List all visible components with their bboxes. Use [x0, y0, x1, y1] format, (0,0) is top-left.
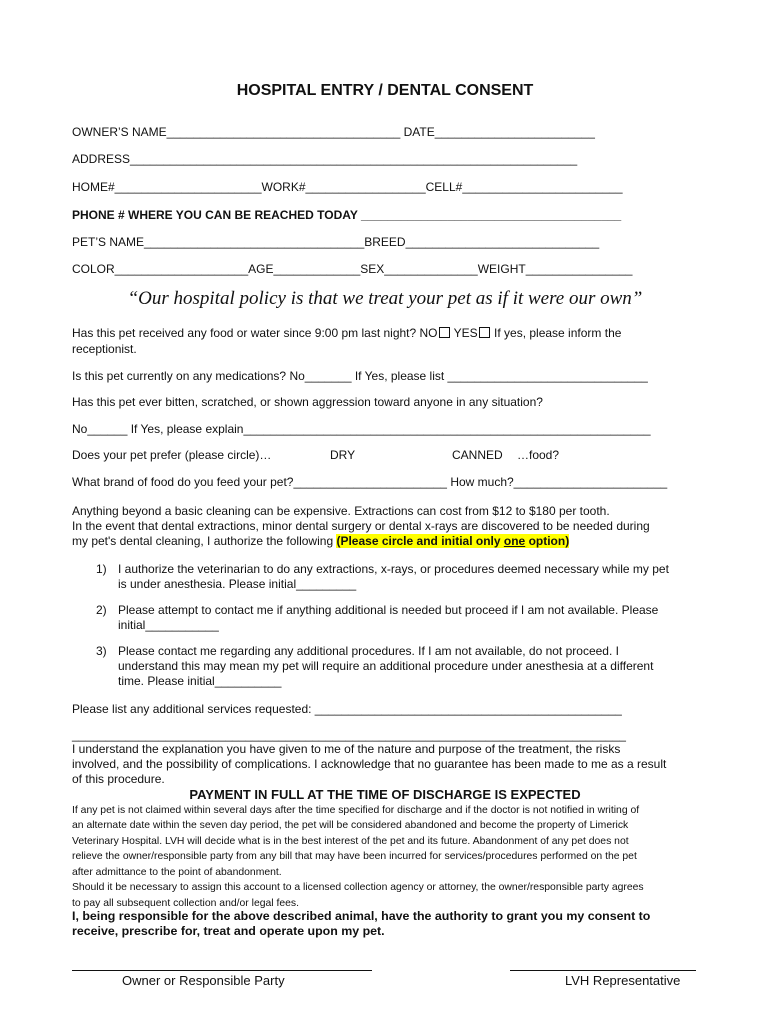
owner-signature-line[interactable]	[72, 970, 372, 971]
color-age-sex-weight-line[interactable]: COLOR____________________AGE_____________SEX______________WEIGHT________________	[72, 262, 633, 276]
aggression-explain-line[interactable]: No______ If Yes, please explain_____________________________________________________________	[72, 422, 651, 436]
food-question-line2: receptionist.	[72, 342, 137, 356]
fine-print-7: to pay all subsequent collection and/or legal fees.	[72, 898, 300, 909]
option-1-line2[interactable]: is under anesthesia. Please initial_________	[118, 577, 357, 591]
option-1-line1: I authorize the veterinarian to do any extractions, x-rays, or procedures deemed necessary while my pet	[118, 562, 669, 576]
dry-option[interactable]: DRY	[330, 448, 356, 462]
food-preference-label: Does your pet prefer (please circle)…	[72, 448, 272, 462]
cost-text-line3-main: my pet's dental cleaning, I authorize the following	[72, 534, 334, 548]
no-checkbox[interactable]	[439, 327, 450, 338]
medications-line[interactable]: Is this pet currently on any medications? No_______ If Yes, please list ______________________________	[72, 369, 648, 383]
form-title: HOSPITAL ENTRY / DENTAL CONSENT	[236, 82, 534, 99]
rep-signature-label: LVH Representative	[565, 973, 681, 988]
option-3-line1: Please contact me regarding any additional procedures. If I am not available, do not proceed. I	[118, 644, 619, 658]
payment-heading: PAYMENT IN FULL AT THE TIME OF DISCHARGE IS EXPECTED	[189, 787, 581, 802]
additional-services-line[interactable]: Please list any additional services requested: ______________________________________________	[72, 702, 622, 716]
option-2-line1: Please attempt to contact me if anything additional is needed but proceed if I am not available. Please	[118, 603, 659, 617]
consent-line1: I, being responsible for the above described animal, have the authority to grant you my consent to	[72, 909, 651, 923]
food-question-after: If yes, please inform the	[494, 326, 622, 340]
option-2-line2[interactable]: initial___________	[118, 618, 219, 632]
consent-line2: receive, prescribe for, treat and operate upon my pet.	[72, 924, 385, 938]
food-question	[72, 326, 621, 340]
circle-initial-instruction: (Please circle and initial only one option)	[336, 534, 570, 548]
option-3-line3[interactable]: time. Please initial__________	[118, 674, 282, 688]
policy-quote: “Our hospital policy is that we treat your pet as if it were our own”	[127, 288, 643, 309]
pet-name-breed-line[interactable]: PET’S NAME_________________________________BREED_____________________________	[72, 235, 600, 249]
yes-label: YES	[453, 326, 478, 340]
yes-checkbox[interactable]	[479, 327, 490, 338]
fine-print-3: Veterinary Hospital. LVH will decide what is in the best interest of the pet and its future. Abandonment of any pet does not	[72, 836, 629, 847]
food-question-text: Has this pet received any food or water since 9:00 pm last night? NO	[72, 326, 438, 340]
option-2-number[interactable]: 2)	[96, 603, 107, 617]
option-3-line2: understand this may mean my pet will require an additional procedure under anesthesia at a different	[118, 659, 654, 673]
address-line[interactable]: ADDRESS___________________________________________________________________	[72, 152, 578, 166]
understanding-line2: involved, and the possibility of complications. I acknowledge that no guarantee has been made to me as a result	[72, 757, 667, 771]
cost-text-line1: Anything beyond a basic cleaning can be expensive. Extractions can cost from $12 to $180 per tooth.	[72, 504, 610, 518]
fine-print-4: relieve the owner/responsible party from any bill that may have been incurred for services/procedures performed on the pet	[72, 851, 637, 862]
option-1-number[interactable]: 1)	[96, 562, 107, 576]
understanding-line1: I understand the explanation you have given to me of the nature and purpose of the treatment, the risks	[72, 742, 621, 756]
cost-text-line3	[72, 534, 569, 548]
fine-print-5: after admittance to the point of abandonment.	[72, 867, 282, 878]
fine-print-6: Should it be necessary to assign this account to a licensed collection agency or attorney, the owner/responsible party agrees	[72, 882, 644, 893]
owner-name-date-line[interactable]: OWNER’S NAME___________________________________ DATE________________________	[72, 125, 595, 139]
additional-services-line2[interactable]: ___________________________________________________________________________________	[72, 728, 626, 742]
rep-signature-line[interactable]	[510, 970, 696, 971]
understanding-line3: of this procedure.	[72, 772, 165, 786]
aggression-question: Has this pet ever bitten, scratched, or shown aggression toward anyone in any situation?	[72, 395, 543, 409]
cost-text-line2: In the event that dental extractions, minor dental surgery or dental x-rays are discovered to be needed during	[72, 519, 650, 533]
owner-signature-label: Owner or Responsible Party	[122, 973, 285, 988]
canned-option[interactable]: CANNED	[452, 448, 503, 462]
option-3-number[interactable]: 3)	[96, 644, 107, 658]
food-suffix: …food?	[517, 448, 560, 462]
fine-print-1: If any pet is not claimed within several days after the time specified for discharge and if the doctor is not notified in writing of	[72, 805, 640, 816]
food-brand-line[interactable]: What brand of food do you feed your pet?_______________________ How much?_______________________	[72, 475, 668, 489]
reach-phone-line[interactable]: PHONE # WHERE YOU CAN BE REACHED TODAY _______________________________________	[72, 208, 622, 222]
phone-numbers-line[interactable]: HOME#______________________WORK#__________________CELL#________________________	[72, 180, 623, 194]
fine-print-2: an alternate date within the seven day period, the pet will be considered abandoned and become the property of Limerick	[72, 820, 629, 831]
